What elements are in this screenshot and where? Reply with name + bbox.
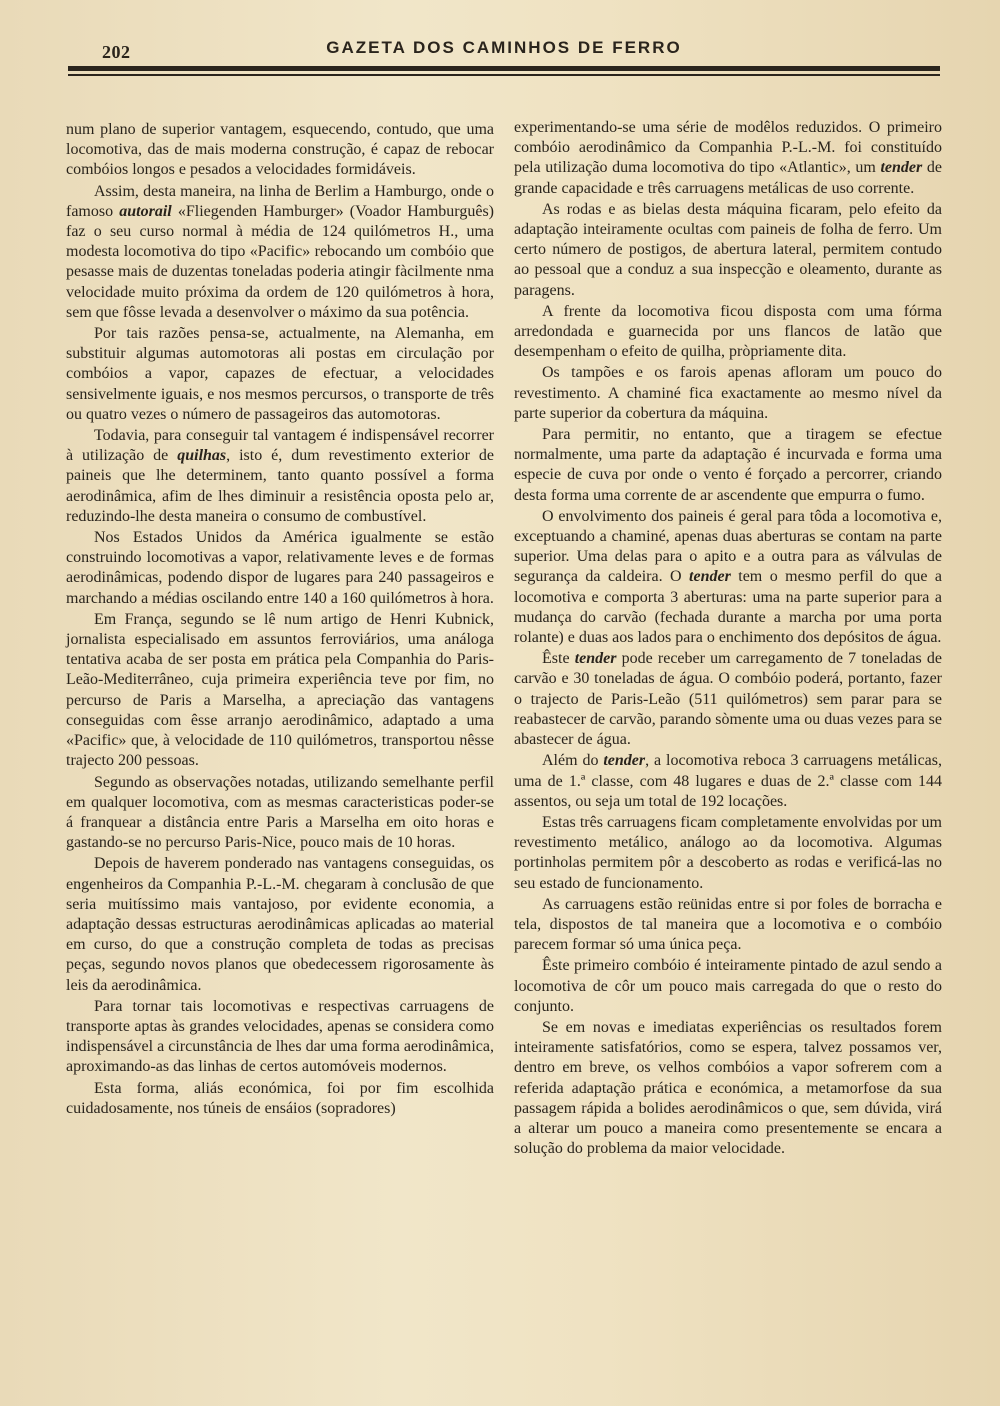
header-rule-thick [68, 66, 940, 71]
emphasized-term: tender [689, 568, 731, 586]
paragraph [514, 895, 942, 956]
right-column [514, 118, 942, 1160]
paragraph [66, 773, 494, 854]
paragraph-text: As carruagens estão reünidas entre si por foles de borracha e tela, dispostos de tal maneira que a locomotiva e o combóio parecem formar só uma única peça. [514, 895, 942, 954]
paragraph-text: tem o mesmo perfil do que a locomotiva e comporta 3 aberturas: uma na parte superior para a mudança do carvão (fechada durante a marcha por uma porta rolante) e duas aos lados para o enchimento dos depósitos de água. [514, 568, 942, 647]
paragraph [514, 751, 942, 812]
paragraph [66, 426, 494, 527]
paragraph-text: Em França, segundo se lê num artigo de Henri Kubnick, jornalista especialisado em assuntos ferroviários, uma análoga tentativa acaba de ser posta em prática pela Companhia do Paris-Leão-Mediterrâneo, cuja primeira experiência teve por fim, no percurso de Paris a Marselha, a apreciação das vantagens conseguidas com êsse arranjo aerodinâmico, adaptado a uma «Pacific» que, à velocidade de 110 quilómetros, transportou nêsse trajecto 200 pessoas. [66, 610, 494, 770]
paragraph-text: Para permitir, no entanto, que a tiragem se efectue normalmente, uma parte da adaptação é incurvada e forma uma especie de cuva por onde o vento é forçado a percorrer, criando desta forma uma corrente de ar ascendente que empurra o fumo. [514, 426, 942, 504]
emphasized-term: autorail [119, 202, 172, 220]
paragraph-text: A frente da locomotiva ficou disposta com uma fórma arredondada e guarnecida por uns flancos de latão que desempenham o efeito de quilha, pròpriamente dita. [514, 302, 942, 361]
paragraph-text: , a locomotiva reboca 3 carruagens metálicas, uma de 1.ª classe, com 48 lugares e duas de 2.ª classe com 144 assentos, ou seja um total de 192 locações. [514, 752, 942, 810]
paragraph-text: Para tornar tais locomotivas e respectivas carruagens de transporte aptas às grandes velocidades, apenas se considera como indispensável a circunstância de lhes dar uma forma aerodinâmica, aproximando-as das linhas de certos automóveis modernos. [66, 997, 494, 1076]
paragraph-text: Depois de haverem ponderado nas vantagens conseguidas, os engenheiros da Companhia P.-L.-M. chegaram à conclusão de que seria muitíssimo mais vantajoso, por evidente economia, a adaptação dessas estructuras aerodinâmicas aplicadas ao material em curso, do que a construção completa de todas as precisas peças, segundo novos planos que obedecessem rigorosamente às leis da aerodinâmica. [66, 855, 494, 994]
paragraph [514, 363, 942, 424]
paragraph [514, 118, 942, 199]
paragraph [514, 1018, 942, 1159]
paragraph-text: , isto é, dum revestimento exterior de paineis que lhe determinem, tanto quanto possível a forma aerodinâmica, afim de lhes diminuir a resistência oposta pelo ar, reduzindo-lhe desta maneira o consumo de combustível. [66, 447, 495, 525]
paragraph [66, 1079, 494, 1119]
paragraph [66, 610, 494, 772]
paragraph [66, 120, 494, 181]
paragraph-text: num plano de superior vantagem, esquecendo, contudo, que uma locomotiva, das de mais moderna construção, é capaz de rebocar combóios longos e pesados a velocidades formidáveis. [66, 121, 494, 179]
emphasized-term: tender [603, 752, 646, 770]
paragraph-text: As rodas e as bielas desta máquina ficaram, pelo efeito da adaptação inteiramente ocultas com paineis de folha de ferro. Um certo número de postigos, de abertura lateral, permitem contudo ao pessoal que a conduz a sua inspecção e oleamento, durante as paragens. [514, 200, 942, 299]
paragraph-text: Êste [542, 650, 575, 668]
paragraph-text: experimentando-se uma série de modêlos reduzidos. O primeiro combóio aerodinâmico da Companhia P.-L.-M. foi constituído pela utilização duma locomotiva do tipo «Atlantic», um [514, 119, 942, 177]
paragraph-text: Assim, desta maneira, na linha de Berlim a Hamburgo, onde o famoso [66, 182, 494, 220]
paragraph-text: Se em novas e imediatas experiências os resultados forem inteiramente satisfatórios, como se espera, talvez possamos ver, dentro em breve, os velhos combóios a vapor sofrerem com a referida adaptação prática e económica, a metamorfose da sua passagem rápida a bolides aerodinâmicos o que, sem dúvida, virá a alterar um pouco a maneira como presentemente se encara a solução do problema da maior velocidade. [514, 1018, 942, 1158]
paragraph-text: O envolvimento dos paineis é geral para tôda a locomotiva e, exceptuando a chaminé, apenas duas aberturas se contam na parte superior. Uma delas para o apito e a outra para as válvulas de segurança da caldeira. O [514, 507, 942, 586]
paragraph [66, 854, 494, 995]
paragraph [514, 302, 942, 363]
page-header [68, 34, 940, 64]
paragraph-text: Nos Estados Unidos da América igualmente se estão construindo locomotivas a vapor, relativamente leves e de formas aerodinâmicas, podendo dispor de lugares para 240 passageiros e marchando a médias oscilando entre 140 a 160 quilómetros à hora. [66, 529, 494, 607]
paragraph-text: Todavia, para conseguir tal vantagem é indispensável recorrer à utilização de [66, 427, 494, 465]
page-number: 202 [102, 42, 131, 62]
emphasized-term: tender [880, 159, 923, 177]
paragraph-text: Estas três carruagens ficam completamente envolvidas por um revestimento metálico, análogo ao da locomotiva. Algumas portinholas permitem pôr a descoberto as rodas e verificá-las no seu estado de funcionamento. [514, 813, 942, 892]
paragraph [514, 956, 942, 1017]
paragraph [514, 200, 942, 301]
emphasized-term: quilhas [177, 447, 227, 465]
paragraph-text: «Fliegenden Hamburger» (Voador Hamburguês) faz o seu curso normal à média de 124 quilómetros H., uma modesta locomotiva do tipo «Pacific» rebocando um combóio que pesasse mais de duzentas toneladas poderia atingir fàcilmente nma velocidade muito próxima da ordem de 120 quilómetros à hora, sem que fôsse levada a desenvolver o máximo da sua potência. [66, 202, 494, 321]
header-rule-thin [68, 74, 940, 76]
left-column [66, 120, 494, 1120]
paragraph-text: Segundo as observações notadas, utilizando semelhante perfil em qualquer locomotiva, com as mesmas caracteristicas poder-se á franquear a distância entre Paris a Marselha em oito horas e gastando-se no percurso Paris-Nice, pouco mais de 10 horas. [66, 773, 494, 852]
paragraph-text: Esta forma, aliás económica, foi por fim escolhida cuidadosamente, nos túneis de ensáios (sopradores) [66, 1079, 494, 1117]
paragraph [66, 324, 494, 425]
paragraph [66, 528, 494, 609]
paragraph-text: Por tais razões pensa-se, actualmente, na Alemanha, em substituir algumas automotoras ali postas em circulação por combóios a vapor, capazes de efectuar, a velocidades sensivelmente iguais, e nos mesmos percursos, o transporte de três ou quatro vezes o número de passageiros das automotoras. [66, 325, 494, 423]
paragraph [514, 507, 942, 648]
paragraph [514, 649, 942, 750]
paragraph-text: Êste primeiro combóio é inteiramente pintado de azul sendo a locomotiva de côr um pouco mais carregada do que o resto do conjunto. [514, 957, 942, 1015]
paragraph-text: Além do [542, 752, 604, 770]
paragraph [514, 813, 942, 894]
emphasized-term: tender [574, 650, 617, 668]
paragraph-text: pode receber um carregamento de 7 toneladas de carvão e 30 toneladas de água. O combóio poderá, portanto, fazer o trajecto de Paris-Leão (511 quilómetros) sem parar para se reabastecer de carvão, parando sòmente uma ou duas vezes para se abastecer de água. [514, 650, 942, 749]
running-head: GAZETA DOS CAMINHOS DE FERRO [326, 38, 682, 57]
paragraph [66, 997, 494, 1078]
paragraph-text: Os tampões e os farois apenas afloram um pouco do revestimento. A chaminé fica exactamente ao mesmo nível da parte superior da cobertura da máquina. [514, 364, 942, 422]
paragraph [66, 182, 494, 323]
paragraph-text: de grande capacidade e três carruagens metálicas de uso corrente. [514, 159, 942, 197]
paragraph [514, 425, 942, 506]
